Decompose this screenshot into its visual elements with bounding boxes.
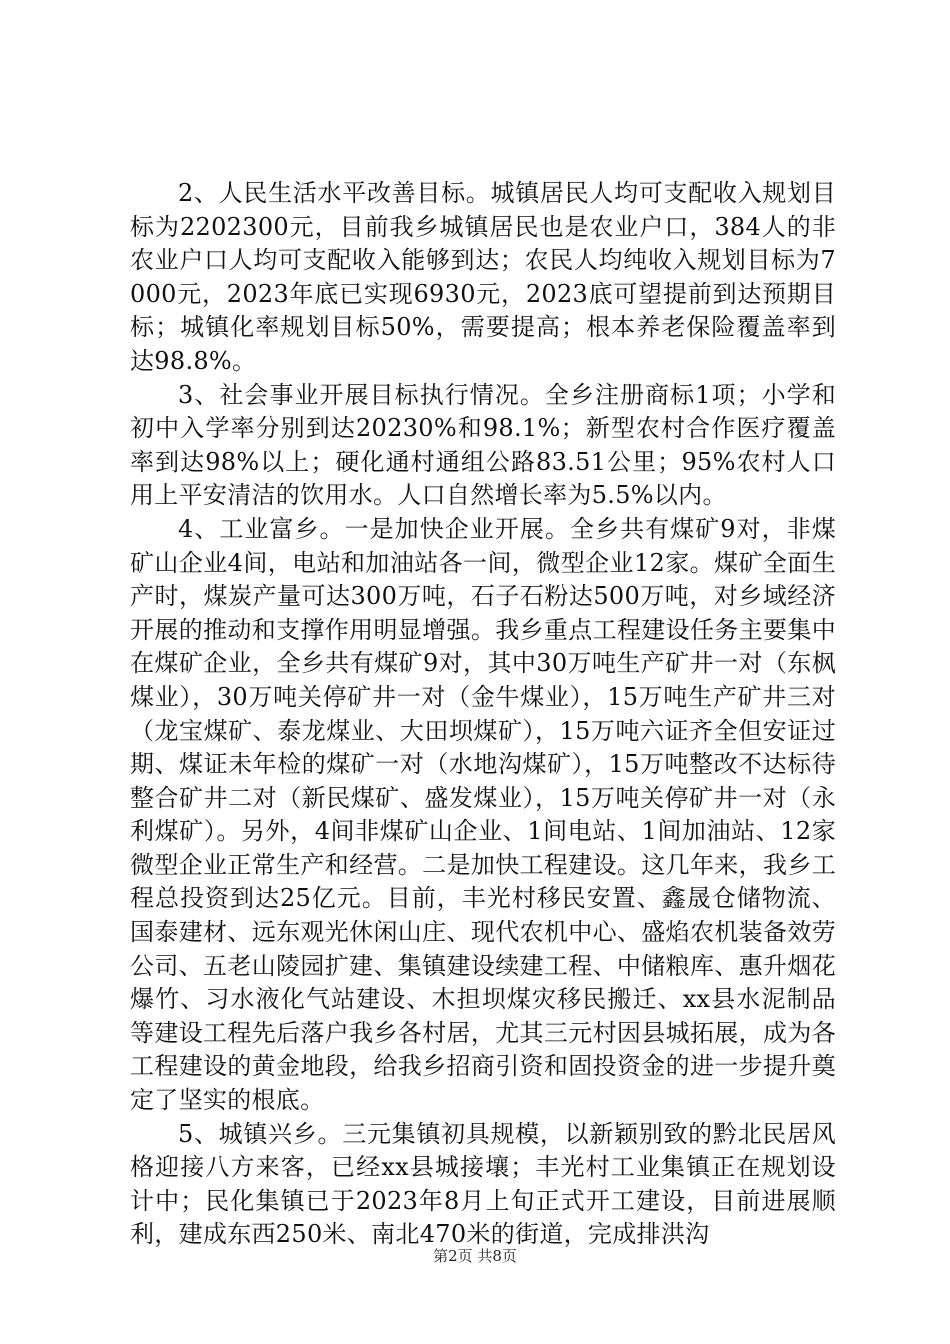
paragraph-industry: 4、工业富乡。一是加快企业开展。全乡共有煤矿9对，非煤矿山企业4间，电站和加油站各一间，微型企业12家。煤矿全面生产时，煤炭产量可达300万吨，石子石粉达500万吨，对乡域经济开展的推动和支撑作用明显增强。我乡重点工程建设任务主要集中在煤矿企业，全乡共有煤矿9对，其中30万吨生产矿井一对（东枫煤业），30万吨关停矿井一对（金牛煤业），15万吨生产矿井三对（龙宝煤矿、泰龙煤业、大田坝煤矿），15万吨六证齐全但安证过期、煤证未年检的煤矿一对（水地沟煤矿），15万吨整改不达标待整合矿井二对（新民煤矿、盛发煤业），15万吨关停矿井一对（永利煤矿）。另外，4间非煤矿山企业、1间电站、1间加油站、12家微型企业正常生产和经营。二是加快工程建设。这几年来，我乡工程总投资到达25亿元。目前，丰光村移民安置、鑫晟仓储物流、国泰建材、远东观光休闲山庄、现代农机中心、盛焰农机装备效劳公司、五老山陵园扩建、集镇建设续建工程、中储粮库、惠升烟花爆竹、习水液化气站建设、木担坝煤灾移民搬迁、xx县水泥制品等建设工程先后落户我乡各村居，尤其三元村因县城拓展，成为各工程建设的黄金地段，给我乡招商引资和固投资金的进一步提升奠定了坚实的根底。 bbox=[130, 514, 836, 1115]
paragraph-social-development: 3、社会事业开展目标执行情况。全乡注册商标1项；小学和初中入学率分别到达20230%和98.1%；新型农村合作医疗覆盖率到达98%以上；硬化通村通组公路83.51公里；95%农村人口用上平安清洁的饮用水。人口自然增长率为5.5%以内。 bbox=[130, 380, 836, 510]
page-number-footer: 第2页 共8页 bbox=[433, 1247, 517, 1265]
paragraph-living-standard: 2、人民生活水平改善目标。城镇居民人均可支配收入规划目标为2202300元，目前我乡城镇居民也是农业户口，384人的非农业户口人均可支配收入能够到达；农民人均纯收入规划目标为7000元，2023年底已实现6930元，2023底可望提前到达预期目标；城镇化率规划目标50%，需要提高；根本养老保险覆盖率到达98.8%。 bbox=[130, 179, 836, 375]
paragraph-town-development: 5、城镇兴乡。三元集镇初具规模，以新颖别致的黔北民居风格迎接八方来客，已经xx县城接壤；丰光村工业集镇正在规划设计中；民化集镇已于2023年8月上旬正式开工建设，目前进展顺利，建成东西250米、南北470米的街道，完成排洪沟 bbox=[130, 1119, 836, 1249]
document-body bbox=[130, 177, 836, 1252]
